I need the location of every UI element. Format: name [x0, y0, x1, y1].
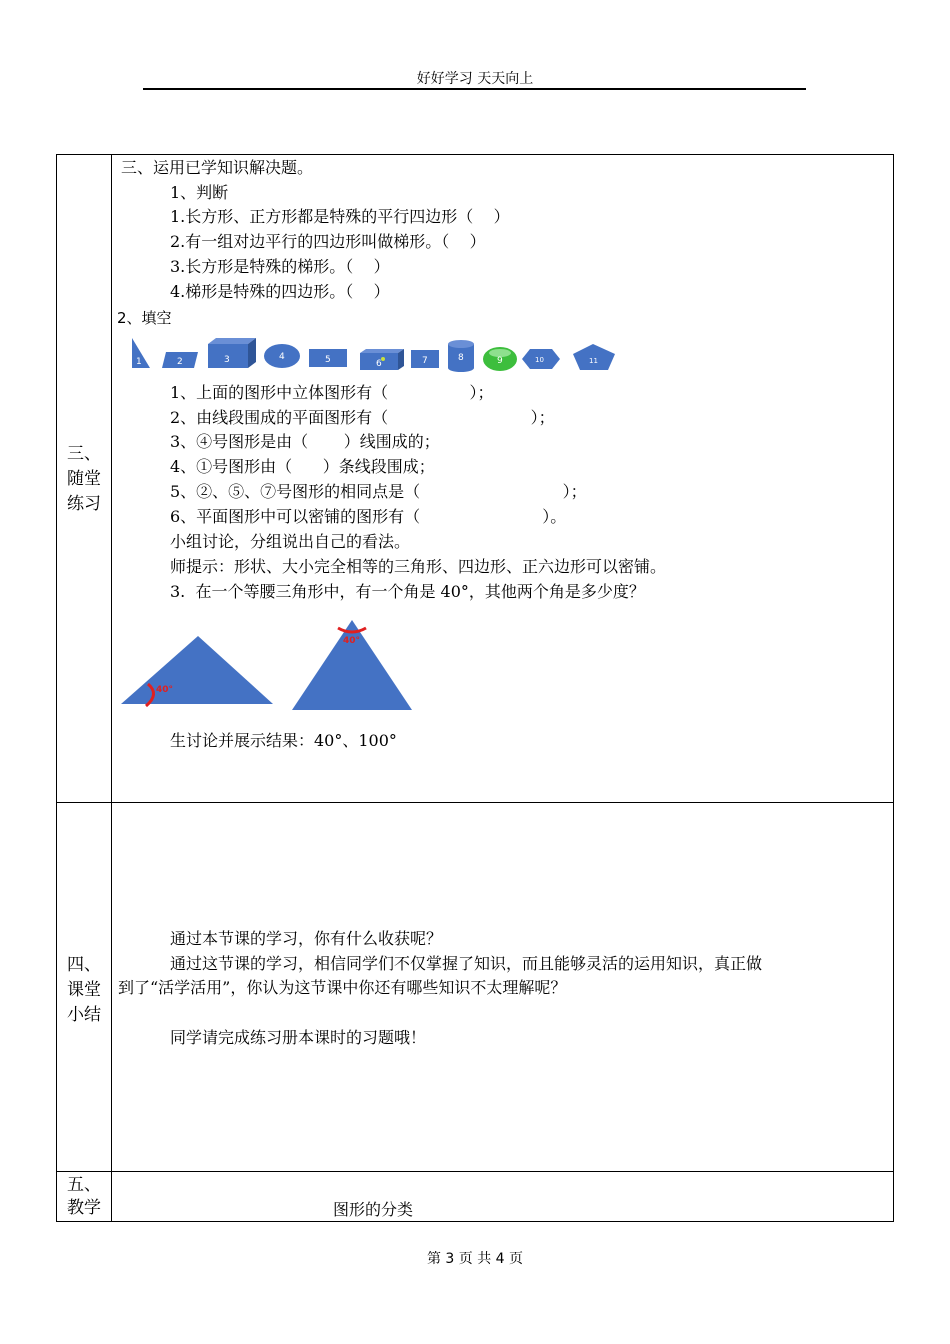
header-divider	[143, 88, 806, 90]
summary-line-3: 同学请完成练习册本课时的习题哦！	[170, 1028, 427, 1047]
fill-item: 3、④号图形是由（ ）线围成的；	[170, 432, 440, 451]
shape-number: 11	[589, 357, 598, 365]
angle-label-top: 40°	[343, 636, 361, 646]
section3-label: 三、 随堂 练习	[67, 444, 101, 514]
shape-number: 8	[458, 353, 464, 363]
judge-item: 4.梯形是特殊的四边形。（ ）	[170, 282, 390, 301]
summary-line-1: 通过本节课的学习，你有什么收获呢？	[170, 929, 443, 948]
question-3: 3. 在一个等腰三角形中，有一个角是 40°，其他两个角是多少度？	[170, 582, 645, 601]
shape-3-cube-top	[208, 338, 256, 344]
fill-title: 2、填空	[117, 309, 172, 327]
shapes-figure	[118, 336, 618, 376]
fill-item: 5、②、⑤、⑦号图形的相同点是（ ）；	[170, 482, 587, 501]
judge-title: 1、判断	[170, 183, 229, 202]
shape-number: 7	[422, 356, 428, 366]
section5-label: 五、 教学	[67, 1175, 101, 1218]
section4-label: 四、 课堂 小结	[67, 955, 101, 1025]
isosceles-triangle-left	[118, 632, 278, 708]
judge-item: 2.有一组对边平行的四边形叫做梯形。（ ）	[170, 232, 486, 251]
section5-content: 图形的分类	[333, 1200, 414, 1219]
fill-item: 4、①号图形由（ ）条线段围成；	[170, 457, 435, 476]
fill-item: 6、平面图形中可以密铺的图形有（ ）。	[170, 507, 567, 526]
shape-8-cylinder-top	[448, 340, 474, 348]
discussion-text: 小组讨论，分组说出自己的看法。	[170, 532, 411, 551]
section3-heading: 三、运用已学知识解决题。	[121, 158, 314, 177]
page-number: 第 3 页 共 4 页	[426, 1251, 524, 1267]
shape-6-cuboid-top	[360, 349, 404, 353]
header-title: 好好学习 天天向上	[416, 71, 534, 87]
shape-number: 2	[177, 357, 183, 367]
shape-number: 4	[279, 352, 285, 362]
table-row-section5	[56, 1171, 894, 1222]
fill-item: 2、由线段围成的平面图形有（ ）；	[170, 408, 555, 427]
judge-item: 3.长方形是特殊的梯形。（ ）	[170, 257, 390, 276]
shape-number: 6	[376, 359, 382, 369]
shape-number: 5	[325, 355, 331, 365]
summary-line-2a: 通过这节课的学习，相信同学们不仅掌握了知识，而且能够灵活的运用知识，真正做	[170, 954, 763, 973]
judge-item: 1.长方形、正方形都是特殊的平行四边形（ ）	[170, 207, 510, 226]
result-text: 生讨论并展示结果：40°、100°	[170, 731, 397, 750]
summary-line-2b: 到了“活学活用”，你认为这节课中你还有哪些知识不太理解呢？	[118, 978, 567, 997]
teacher-hint: 师提示：形状、大小完全相等的三角形、四边形、正六边形可以密铺。	[170, 557, 667, 576]
column-divider	[111, 154, 112, 1222]
angle-label-left: 40°	[156, 685, 174, 695]
shape-number: 10	[535, 356, 544, 364]
fill-item: 1、上面的图形中立体图形有（ ）；	[170, 383, 494, 402]
shape-number: 9	[497, 356, 503, 366]
shape-8-cylinder-bottom	[448, 364, 474, 372]
isosceles-triangle-right	[290, 618, 416, 712]
shape-number: 1	[136, 357, 142, 367]
shape-number: 3	[224, 355, 230, 365]
